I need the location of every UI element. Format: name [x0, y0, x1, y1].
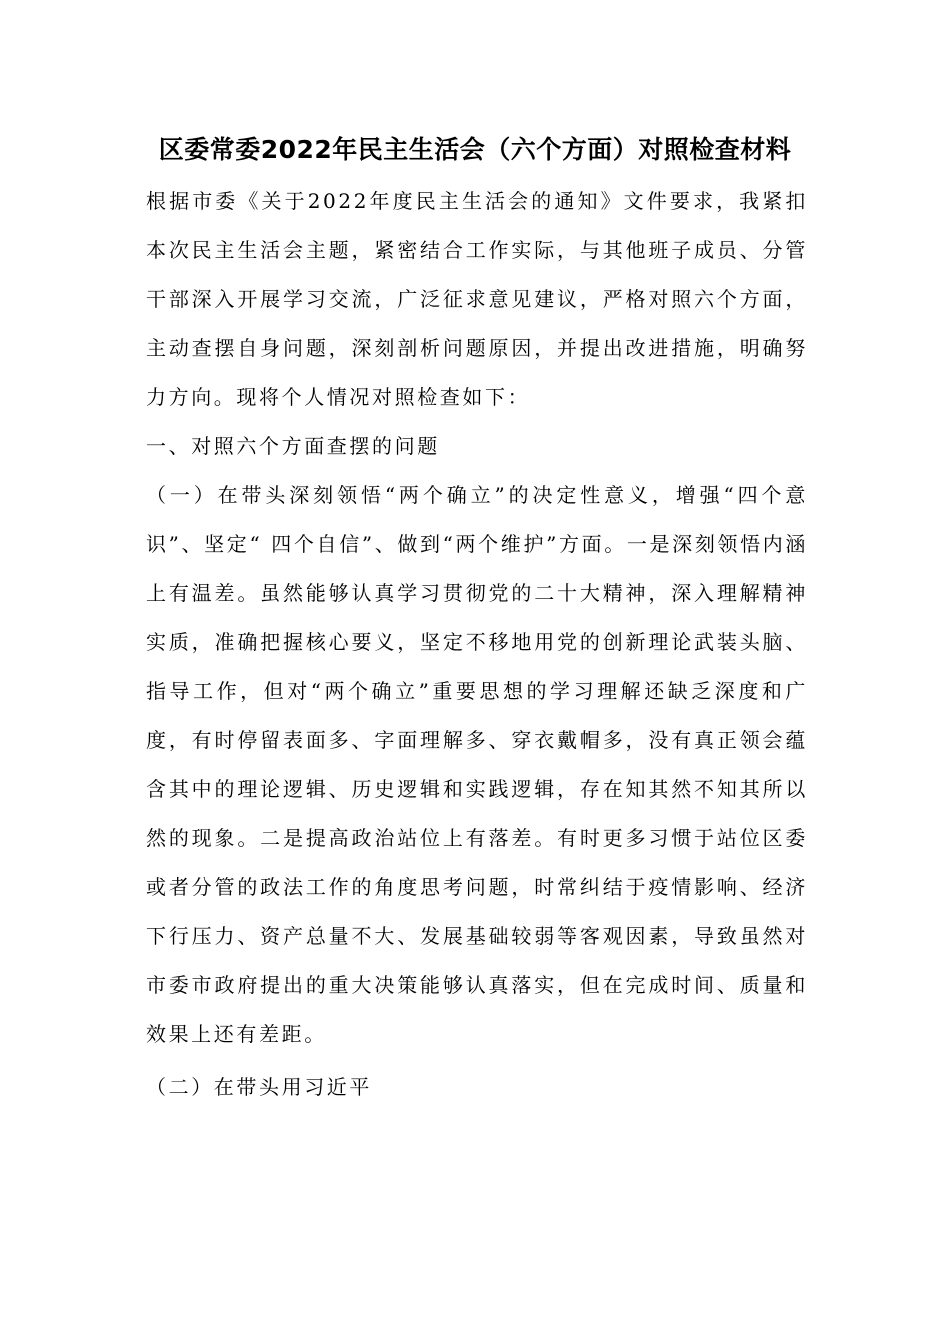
intro-paragraph: 根据市委《关于2022年度民主生活会的通知》文件要求，我紧扣本次民主生活会主题，紧密结合工作实际，与其他班子成员、分管干部深入开展学习交流，广泛征求意见建议，严格对照六个方面，主动查摆自身问题，深刻剖析问题原因，并提出改进措施，明确努力方向。现将个人情况对照检查如下： [146, 189, 808, 409]
section-heading: 一、对照六个方面查摆的问题 [146, 434, 440, 458]
document-body [146, 177, 808, 1112]
item-one-paragraph: （一）在带头深刻领悟“两个确立”的决定性意义，增强“四个意识”、坚定“ 四个自信”、做到“两个维护”方面。一是深刻领悟内涵上有温差。虽然能够认真学习贯彻党的二十大精神，深入理解精神实质，准确把握核心要义，坚定不移地用党的创新理论武装头脑、指导工作，但对“两个确立”重要思想的学习理解还缺乏深度和广度，有时停留表面多、字面理解多、穿衣戴帽多，没有真正领会蕴含其中的理论逻辑、历史逻辑和实践逻辑，存在知其然不知其所以然的现象。二是提高政治站位上有落差。有时更多习惯于站位区委或者分管的政法工作的角度思考问题，时常纠结于疫情影响、经济下行压力、资产总量不大、发展基础较弱等客观因素，导致虽然对市委市政府提出的重大决策能够认真落实，但在完成时间、质量和效果上还有差距。 [146, 483, 808, 1046]
document-title: 区委常委2022年民主生活会（六个方面）对照检查材料 [158, 135, 792, 164]
item-two-heading: （二）在带头用习近平 [146, 1075, 372, 1099]
